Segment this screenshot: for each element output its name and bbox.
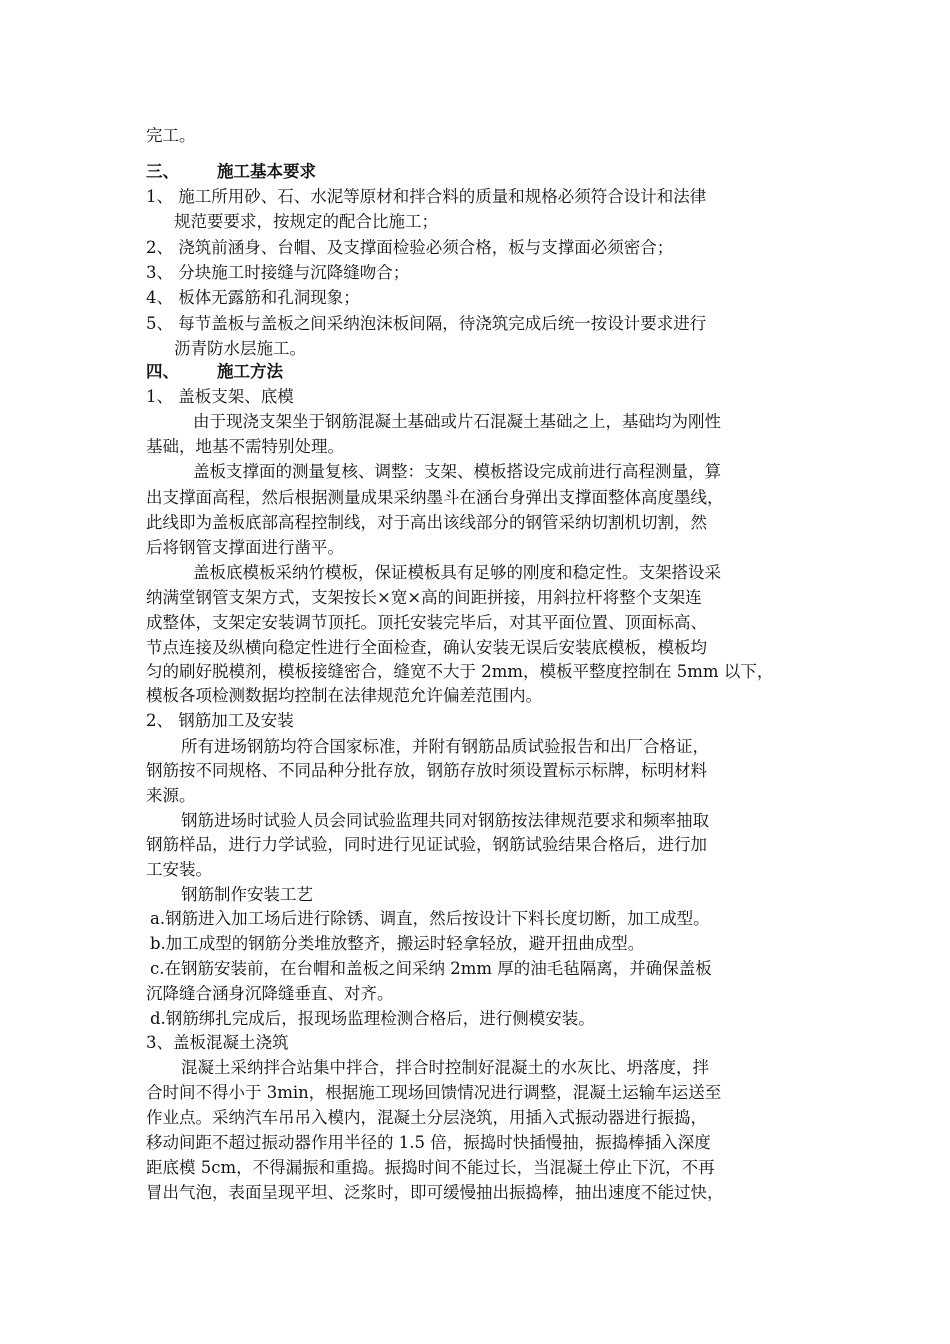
s3-item-1: 1、 施工所用砂、石、水泥等原材和拌合料的质量和规格必须符合设计和法律	[146, 187, 707, 206]
section-3-number: 三、	[146, 162, 179, 181]
s3-item-1-cont: 规范要要求，按规定的配合比施工；	[174, 212, 438, 231]
p7-line: 移动间距不超过振动器作用半径的 1.5 倍，振捣时快插慢抽，振捣棒插入深度	[146, 1133, 711, 1152]
p1-line: 由于现浇支架坐于钢筋混凝土基础或片石混凝土基础之上，基础均为刚性	[193, 412, 721, 431]
list-item-c: c.在钢筋安装前，在台帽和盖板之间采纳 2mm 厚的油毛毡隔离，并确保盖板	[150, 959, 712, 978]
p3-line: 纳满堂钢管支架方式，支架按长×宽×高的间距拼接，用斜拉杆将整个支架连	[146, 588, 702, 607]
s3-item-5: 5、 每节盖板与盖板之间采纳泡沫板间隔，待浇筑完成后统一按设计要求进行	[146, 314, 707, 333]
p4-line: 来源。	[146, 786, 196, 805]
p3-line: 模板各项检测数据均控制在法律规范允许偏差范围内。	[146, 686, 542, 705]
s3-item-3: 3、 分块施工时接缝与沉降缝吻合；	[146, 263, 410, 282]
s3-item-2: 2、 浇筑前涵身、台帽、及支撑面检验必须合格，板与支撑面必须密合；	[146, 238, 674, 257]
p2-line: 后将钢管支撑面进行凿平。	[146, 538, 344, 557]
subsection-3: 3、盖板混凝土浇筑	[146, 1033, 289, 1052]
list-item-c-cont: 沉降缝合涵身沉降缝垂直、对齐。	[146, 984, 394, 1003]
p7-line: 混凝土采纳拌合站集中拌合，拌合时控制好混凝土的水灰比、坍落度，拌	[181, 1058, 709, 1077]
s3-item-4: 4、 板体无露筋和孔洞现象；	[146, 288, 360, 307]
section-3-title: 施工基本要求	[217, 162, 316, 181]
p7-line: 距底模 5cm，不得漏振和重捣。振捣时间不能过长，当混凝土停止下沉，不再	[146, 1158, 715, 1177]
list-item-a: a.钢筋进入加工场后进行除锈、调直，然后按设计下料长度切断，加工成型。	[150, 909, 710, 928]
list-item-b: b.加工成型的钢筋分类堆放整齐，搬运时轻拿轻放，避开扭曲成型。	[150, 934, 645, 953]
p3-line: 匀的刷好脱模剂，模板接缝密合，缝宽不大于 2mm，模板平整度控制在 5mm 以下，	[146, 662, 774, 681]
p3-line: 成整体，支架定安装调节顶托。顶托安装完毕后，对其平面位置、顶面标高、	[146, 613, 707, 632]
p5-line: 钢筋进场时试验人员会同试验监理共同对钢筋按法律规范要求和频率抽取	[181, 811, 709, 830]
intro-text: 完工。	[146, 126, 196, 145]
p6-line: 钢筋制作安装工艺	[181, 885, 313, 904]
section-3-heading	[146, 160, 316, 184]
section-4-heading	[146, 360, 283, 384]
p4-line: 所有进场钢筋均符合国家标准，并附有钢筋品质试验报告和出厂合格证，	[181, 737, 709, 756]
p3-line: 盖板底模板采纳竹模板，保证模板具有足够的刚度和稳定性。支架搭设采	[193, 563, 721, 582]
subsection-1: 1、 盖板支架、底模	[146, 387, 294, 406]
section-4-number: 四、	[146, 362, 179, 381]
p7-line: 合时间不得小于 3min，根据施工现场回馈情况进行调整，混凝土运输车运送至	[146, 1083, 722, 1102]
p2-line: 出支撑面高程，然后根据测量成果采纳墨斗在涵台身弹出支撑面整体高度墨线，	[146, 488, 724, 507]
subsection-2: 2、 钢筋加工及安装	[146, 711, 294, 730]
p4-line: 钢筋按不同规格、不同品种分批存放，钢筋存放时须设置标示标牌，标明材料	[146, 761, 707, 780]
p5-line: 钢筋样品，进行力学试验，同时进行见证试验，钢筋试验结果合格后，进行加	[146, 835, 707, 854]
p2-line: 此线即为盖板底部高程控制线，对于高出该线部分的钢管采纳切割机切割，然	[146, 513, 707, 532]
p5-line: 工安装。	[146, 860, 212, 879]
p7-line: 冒出气泡，表面呈现平坦、泛浆时，即可缓慢抽出振捣棒，抽出速度不能过快，	[146, 1183, 724, 1202]
list-item-d: d.钢筋绑扎完成后，报现场监理检测合格后，进行侧模安装。	[150, 1009, 595, 1028]
p7-line: 作业点。采纳汽车吊吊入模内，混凝土分层浇筑，用插入式振动器进行振捣，	[146, 1108, 707, 1127]
p3-line: 节点连接及纵横向稳定性进行全面检查，确认安装无误后安装底模板，模板均	[146, 638, 707, 657]
p2-line: 盖板支撑面的测量复核、调整：支架、模板搭设完成前进行高程测量，算	[193, 462, 721, 481]
s3-item-5-cont: 沥青防水层施工。	[174, 339, 306, 358]
section-4-title: 施工方法	[217, 362, 283, 381]
p1-line: 基础，地基不需特别处理。	[146, 437, 344, 456]
